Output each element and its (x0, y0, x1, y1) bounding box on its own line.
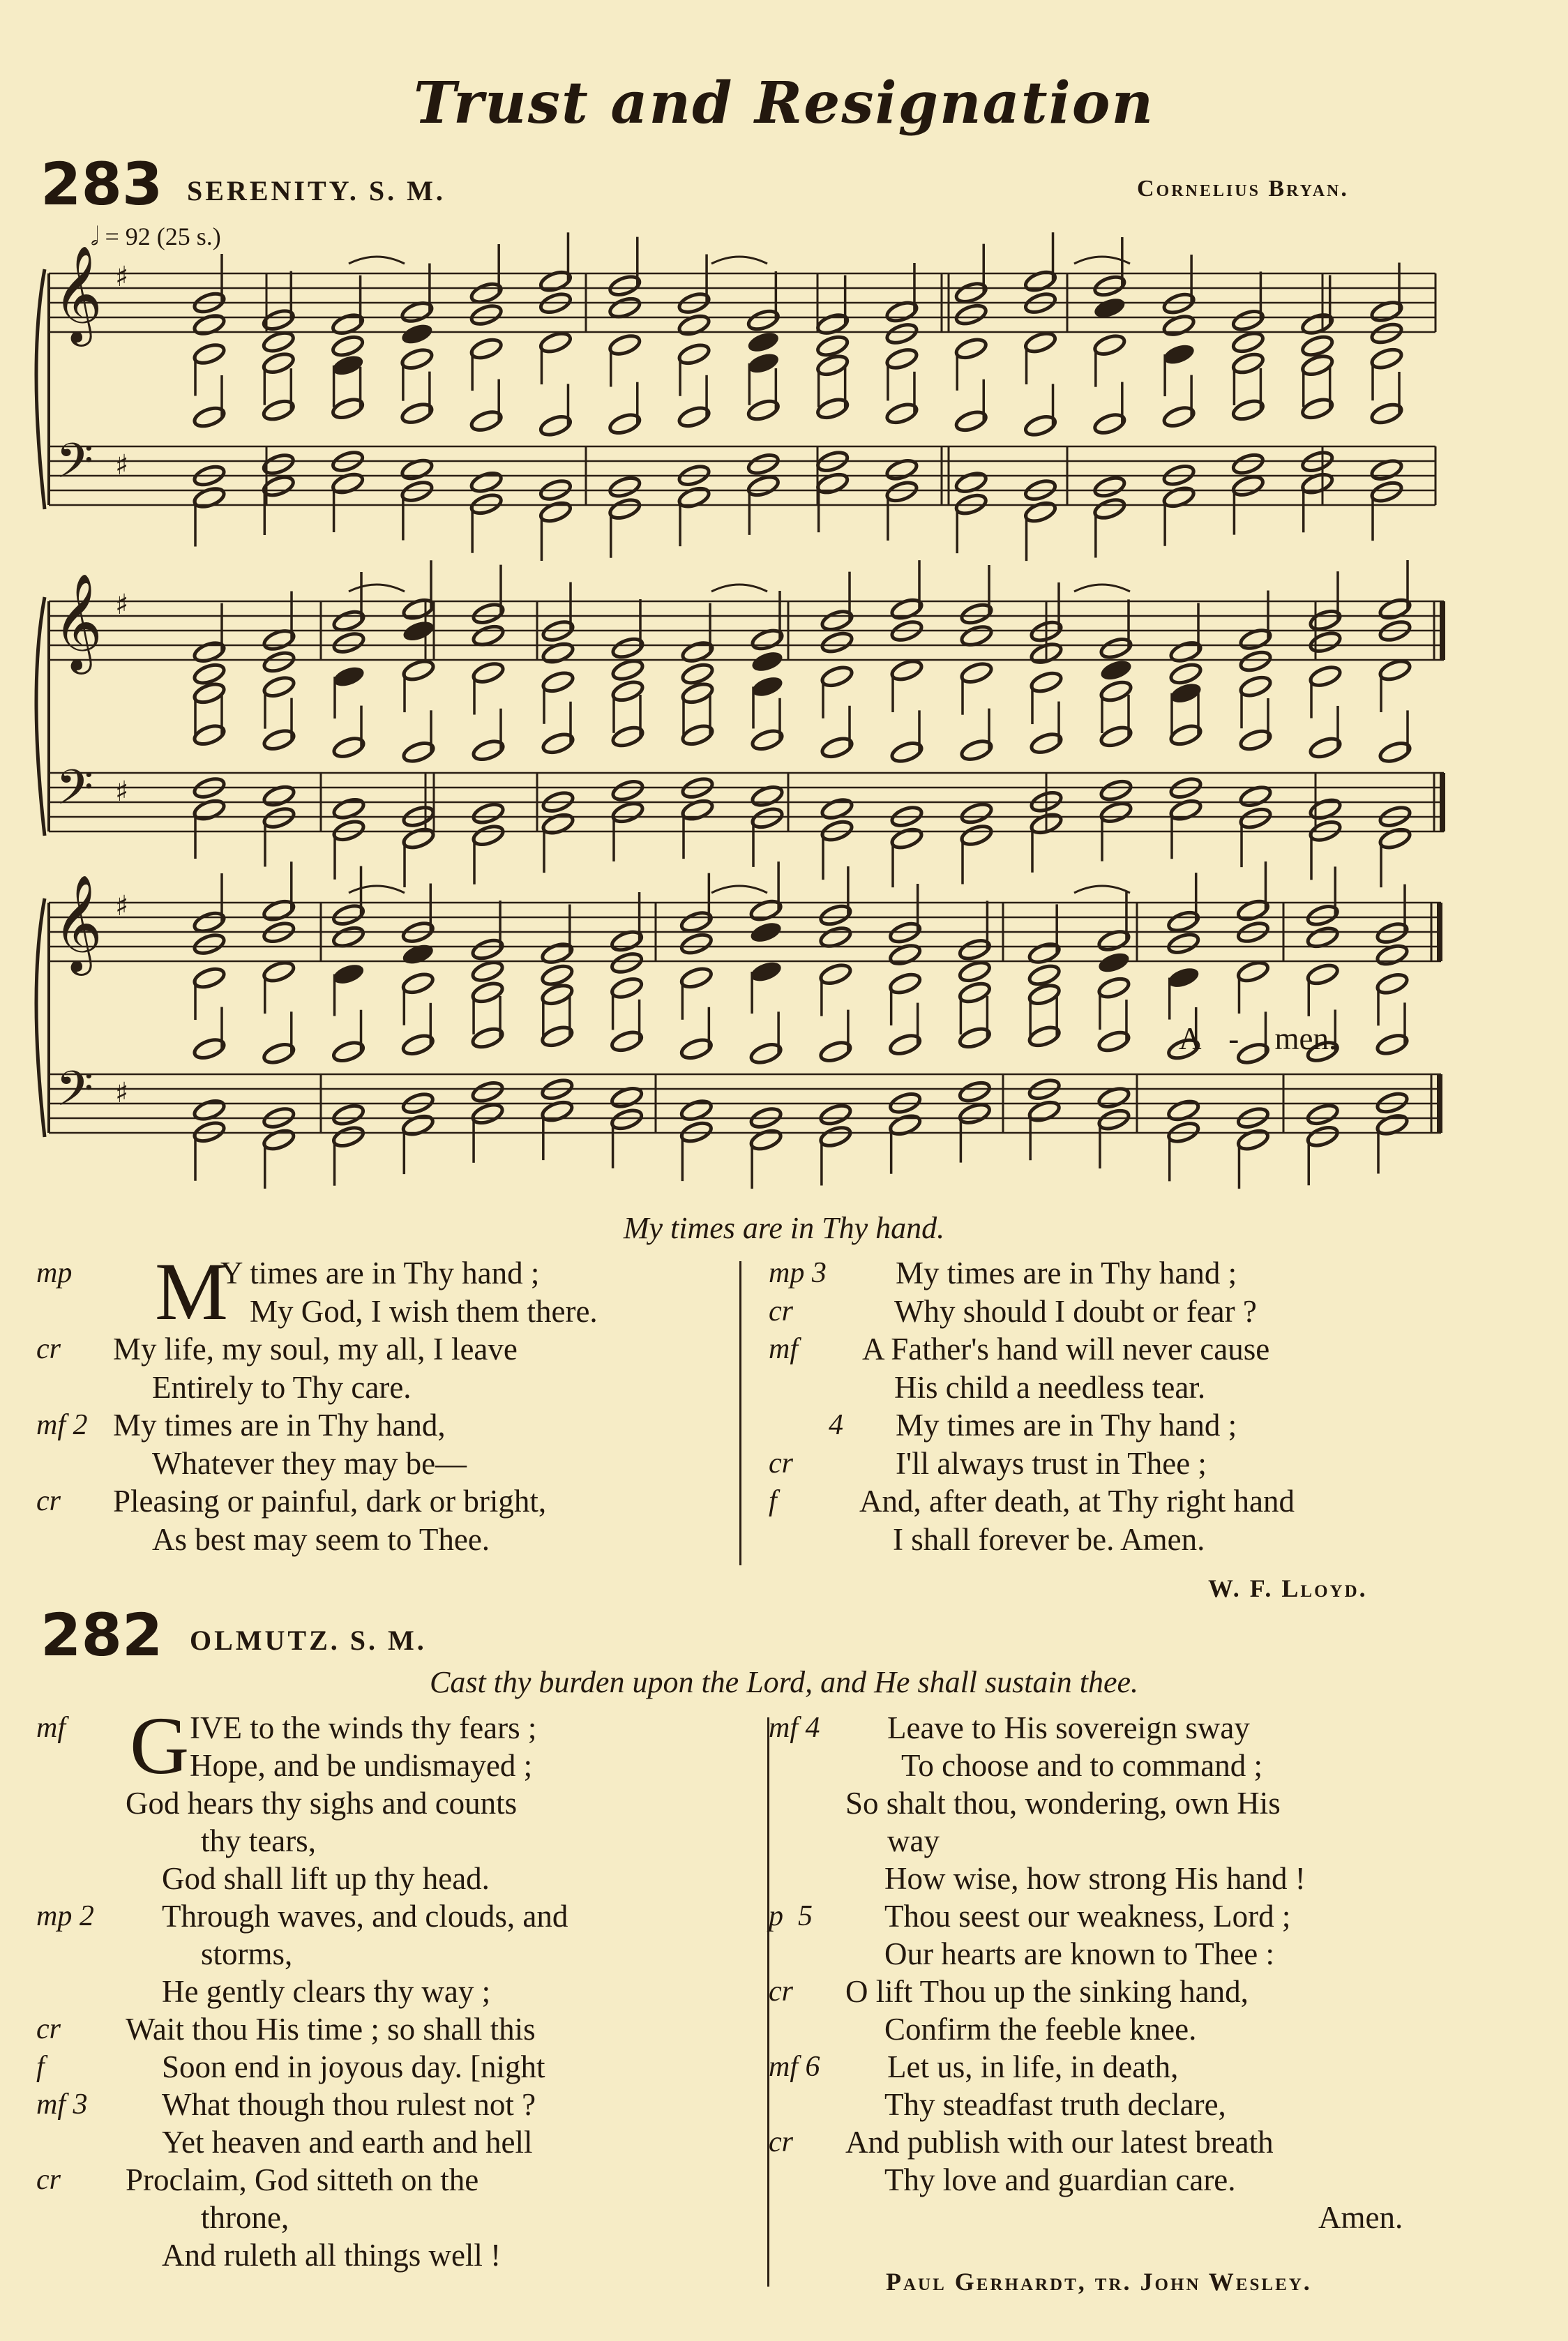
svg-text:𝄢: 𝄢 (56, 432, 94, 501)
svg-text:𝄞: 𝄞 (53, 573, 103, 670)
svg-text:♯: ♯ (115, 589, 129, 621)
svg-text:𝄞: 𝄞 (53, 875, 103, 972)
verse-line: Confirm the feeble knee. (884, 2012, 1197, 2047)
dynamic-marking: p 5 (769, 1900, 813, 1932)
verse-line: And, after death, at Thy right hand (859, 1484, 1295, 1519)
verse-line: Proclaim, God sitteth on the (126, 2162, 479, 2197)
dynamic-marking: cr (36, 1485, 61, 1517)
author-283: W. F. Lloyd. (1208, 1574, 1368, 1602)
verse-line: What though thou rulest not ? (162, 2087, 536, 2122)
section-title: Trust and Resignation (413, 70, 1155, 137)
verse-line: Pleasing or painful, dark or bright, (113, 1484, 547, 1519)
svg-text:♯: ♯ (115, 449, 129, 481)
verse-line: I'll always trust in Thee ; (896, 1445, 1207, 1481)
tune-name-282: OLMUTZ. S. M. (190, 1625, 427, 1656)
tune-name-283: SERENITY. S. M. (187, 175, 446, 206)
verse-line: My times are in Thy hand ; (896, 1408, 1237, 1443)
svg-text:♯: ♯ (115, 890, 129, 922)
verse-line: To choose and to command ; (901, 1748, 1262, 1783)
verse-line: Let us, in life, in death, (887, 2049, 1179, 2084)
verse-line: throne, (201, 2200, 289, 2235)
dynamic-marking: mp 2 (36, 1900, 94, 1932)
composer-283: Cornelius Bryan. (1137, 176, 1349, 202)
verse-line: storms, (201, 1936, 293, 1971)
verse-line: And ruleth all things well ! (162, 2238, 502, 2273)
caption-282: Cast thy burden upon the Lord, and He shall sustain thee. (429, 1665, 1139, 1699)
dynamic-marking: mf (36, 1712, 66, 1744)
caption-283: My times are in Thy hand. (623, 1211, 945, 1245)
verse-line: And publish with our latest breath (845, 2125, 1274, 2160)
verse-line: Thy steadfast truth declare, (884, 2087, 1226, 2122)
dynamic-marking: 4 (829, 1409, 843, 1441)
column-divider-283 (739, 1261, 741, 1565)
verse-line: So shalt thou, wondering, own His (845, 1786, 1281, 1821)
verse-line: Yet heaven and earth and hell (162, 2125, 533, 2160)
dropcap-282: G (130, 1700, 190, 1791)
amen-dash: - (1228, 1021, 1239, 1056)
verse-line: As best may seem to Thee. (152, 1521, 490, 1557)
verse-line: Our hearts are known to Thee : (884, 1936, 1274, 1971)
verse-line: Thy love and guardian care. (884, 2162, 1236, 2197)
dynamic-marking: cr (769, 1295, 793, 1327)
amen-part-men: men. (1274, 1021, 1337, 1056)
amen-lyric (1179, 1020, 1336, 1057)
verse-line: My life, my soul, my all, I leave (113, 1332, 518, 1367)
verse-line: Entirely to Thy care. (152, 1369, 412, 1405)
verse-line: Soon end in joyous day. [night (162, 2049, 545, 2084)
dynamic-marking: mp 3 (769, 1257, 827, 1289)
dynamic-marking: mf 2 (36, 1409, 88, 1441)
verse-line: IVE to the winds thy fears ; (190, 1710, 537, 1745)
svg-text:♯: ♯ (115, 261, 129, 293)
verse-line: Whatever they may be— (152, 1445, 467, 1481)
dynamic-marking: mf 3 (36, 2088, 88, 2121)
amen-part-a: A (1179, 1021, 1200, 1056)
author-282: Paul Gerhardt, tr. John Wesley. (886, 2268, 1312, 2296)
dynamic-marking: mf (769, 1333, 798, 1365)
hymn-number-283: 283 (40, 150, 163, 218)
verse-line: O lift Thou up the sinking hand, (845, 1974, 1249, 2009)
svg-text:𝄞: 𝄞 (53, 246, 103, 343)
dynamic-marking: cr (769, 1447, 793, 1480)
verse-line: Y times are in Thy hand ; (220, 1256, 540, 1290)
verse-line: My God, I wish them there. (250, 1293, 598, 1329)
verse-line: My times are in Thy hand ; (896, 1256, 1237, 1290)
verse-line: How wise, how strong His hand ! (884, 1861, 1306, 1896)
verse-line: Leave to His sovereign sway (887, 1710, 1250, 1745)
dynamic-marking: cr (36, 2164, 61, 2196)
dropcap-283: M (155, 1246, 228, 1337)
svg-text:♯: ♯ (115, 1077, 129, 1109)
svg-text:𝄢: 𝄢 (56, 759, 94, 827)
dynamic-marking: cr (769, 2126, 793, 2158)
dynamic-marking: cr (36, 2013, 61, 2045)
tempo-marking: 𝅗𝅥 = 92 (25 s.) (91, 223, 221, 250)
verse-line: Through waves, and clouds, and (162, 1899, 568, 1934)
verse-line: I shall forever be. Amen. (893, 1521, 1205, 1557)
verse-line: His child a needless tear. (894, 1369, 1206, 1405)
hymn-number-282: 282 (40, 1601, 163, 1669)
dynamic-marking: mf 6 (769, 2051, 820, 2083)
verse-line: My times are in Thy hand, (113, 1408, 446, 1443)
verse-line: way (887, 1823, 940, 1858)
dynamic-marking: cr (36, 1333, 61, 1365)
svg-text:♯: ♯ (115, 776, 129, 808)
svg-text:𝄢: 𝄢 (56, 1060, 94, 1129)
verse-line: thy tears, (201, 1823, 316, 1858)
dynamic-marking: f (36, 2051, 45, 2083)
verse-line: Wait thou His time ; so shall this (126, 2012, 536, 2047)
verse-line: Thou seest our weakness, Lord ; (884, 1899, 1291, 1934)
verse-line: A Father's hand will never cause (862, 1332, 1270, 1367)
verse-line: Amen. (1318, 2200, 1403, 2235)
dynamic-marking: mp (36, 1257, 73, 1289)
dynamic-marking: cr (769, 1975, 793, 2008)
dynamic-marking: f (769, 1485, 777, 1517)
verse-line: Why should I doubt or fear ? (894, 1293, 1257, 1329)
verse-line: He gently clears thy way ; (162, 1974, 491, 2009)
verse-line: God hears thy sighs and counts (126, 1786, 518, 1821)
dynamic-marking: mf 4 (769, 1712, 820, 1744)
verse-line: Hope, and be undismayed ; (190, 1748, 533, 1783)
verse-line: God shall lift up thy head. (162, 1861, 490, 1896)
